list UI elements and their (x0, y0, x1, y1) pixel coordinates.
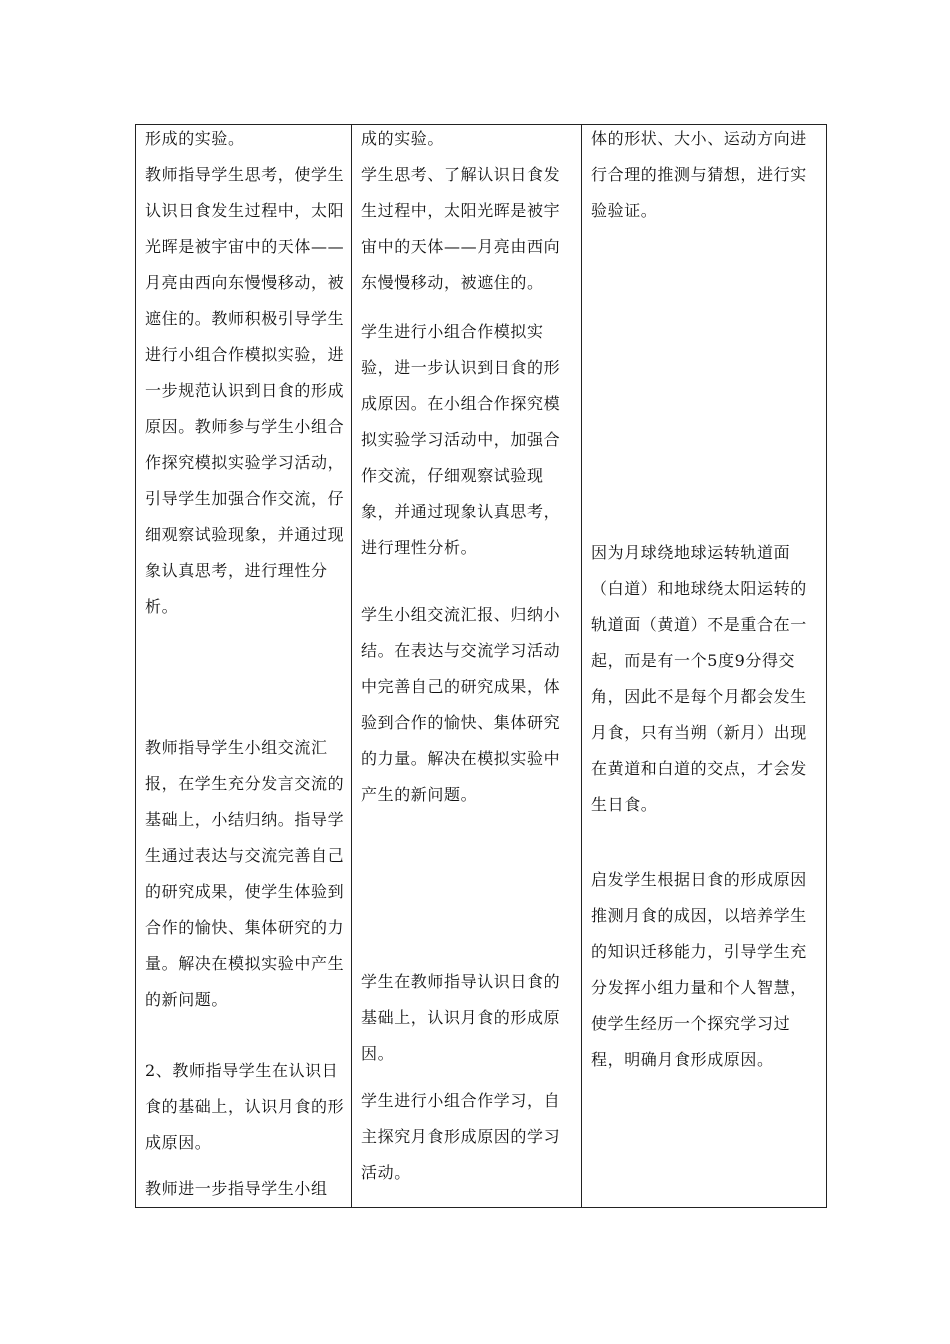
student-paragraph: 学生进行小组合作模拟实验，进一步认识到日食的形成原因。在小组合作探究模拟实验学习活动中，加强合作交流，仔细观察试验现象，并通过现象认真思考，进行理性分析。 (361, 322, 561, 557)
intent-paragraph: 体的形状、大小、运动方向进行合理的推测与猜想，进行实验验证。 (591, 129, 807, 220)
student-paragraph: 成的实验。 (361, 129, 445, 148)
student-paragraph: 学生思考、了解认识日食发生过程中，太阳光晖是被宇宙中的天体——月亮由西向东慢慢移动，被遮住的。 (361, 165, 561, 292)
teacher-paragraph: 教师指导学生小组交流汇报，在学生充分发言交流的基础上，小结归纳。指导学生通过表达与交流完善自己的研究成果，使学生体验到合作的愉快、集体研究的力量。解决在模拟实验中产生的新问题。 (145, 738, 345, 1009)
teacher-paragraph: 2、教师指导学生在认识日食的基础上，认识月食的形成原因。 (145, 1061, 345, 1152)
lesson-plan-table (135, 124, 827, 1208)
teacher-paragraph: 教师进一步指导学生小组 (145, 1179, 328, 1198)
intent-paragraph: 因为月球绕地球运转轨道面（白道）和地球绕太阳运转的轨道面（黄道）不是重合在一起，而是有一个5度9分得交角，因此不是每个月都会发生月食，只有当朔（新月）出现在黄道和白道的交点，才会发生日食。 (591, 543, 807, 814)
student-paragraph: 学生小组交流汇报、归纳小结。在表达与交流学习活动中完善自己的研究成果，体验到合作的愉快、集体研究的力量。解决在模拟实验中产生的新问题。 (361, 605, 561, 804)
design-intent-column (582, 125, 826, 1207)
student-paragraph: 学生进行小组合作学习，自主探究月食形成原因的学习活动。 (361, 1091, 561, 1182)
teacher-paragraph: 教师指导学生思考，使学生认识日食发生过程中，太阳光晖是被宇宙中的天体——月亮由西向东慢慢移动，被遮住的。教师积极引导学生进行小组合作模拟实验，进一步规范认识到日食的形成原因。教师参与学生小组合作探究模拟实验学习活动，引导学生加强合作交流，仔细观察试验现象，并通过现象认真思考，进行理性分析。 (145, 165, 345, 616)
student-activity-column (352, 125, 581, 1207)
intent-paragraph: 启发学生根据日食的形成原因推测月食的成因，以培养学生的知识迁移能力，引导学生充分发挥小组力量和个人智慧，使学生经历一个探究学习过程，明确月食形成原因。 (591, 870, 807, 1069)
teacher-paragraph: 形成的实验。 (145, 129, 245, 148)
student-paragraph: 学生在教师指导认识日食的基础上，认识月食的形成原因。 (361, 972, 561, 1063)
teacher-activity-column (136, 125, 351, 1207)
